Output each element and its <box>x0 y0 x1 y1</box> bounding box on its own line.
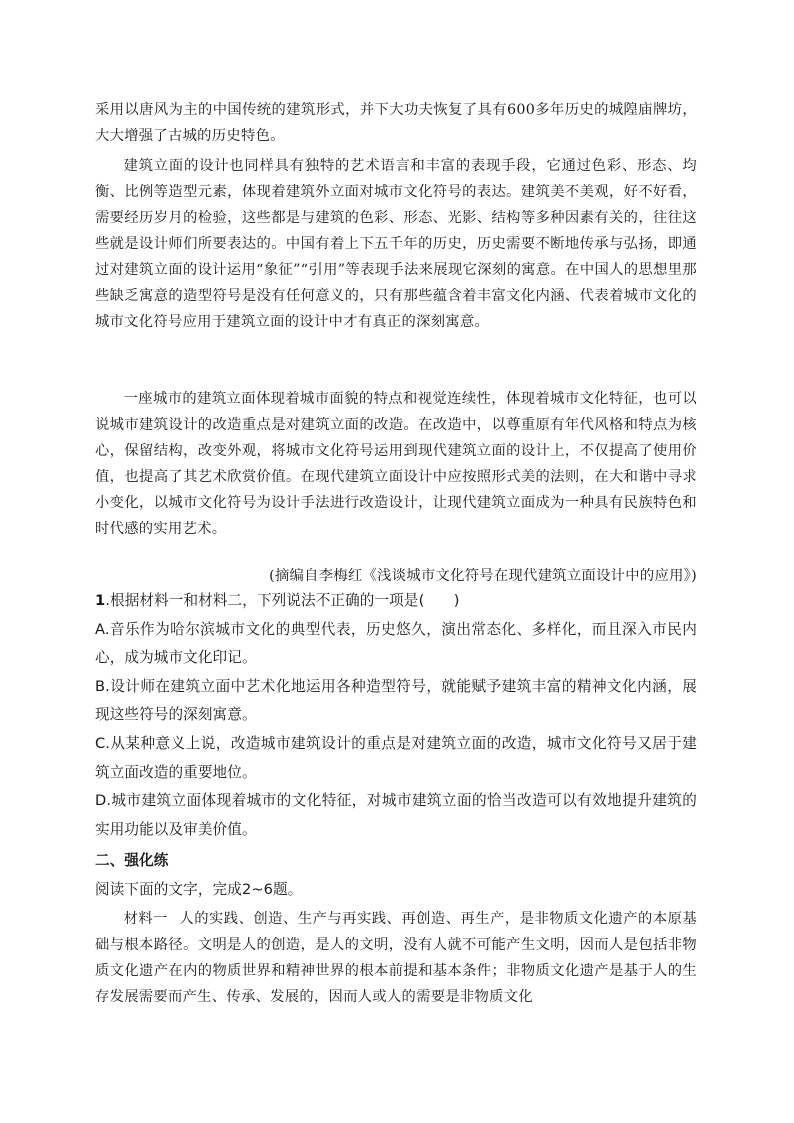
question-1-option-a: A.音乐作为哈尔滨城市文化的典型代表，历史悠久，演出常态化、多样化，而且深入市民内心，成为城市文化印记。 <box>95 620 697 667</box>
passage-source-citation: (摘编自李梅红《浅谈城市文化符号在现代建筑立面设计中的应用》) <box>269 568 697 584</box>
passage-paragraph-continued: 采用以唐风为主的中国传统的建筑形式，并下大功夫恢复了具有600多年历史的城隍庙牌坊，大大增强了古城的历史特色。 <box>95 102 697 144</box>
material-1-text: 人的实践、创造、生产与再实践、再创造、再生产，是非物质文化遗产的本原基础与根本路径。文明是人的创造，是人的文明，没有人就不可能产生文明，因而人是包括非物质文化遗产在内的物质世界和精神世界的根本前提和基本条件；非物质文化遗产是基于人的生存发展需要而产生、传承、发展的，因而人或人的需要是非物质文化 <box>95 911 697 1005</box>
question-1-option-d: D.城市建筑立面体现着城市的文化特征，对城市建筑立面的恰当改造可以有效地提升建筑的实用功能以及审美价值。 <box>95 792 697 838</box>
section-heading: 二、强化练 <box>95 852 169 869</box>
question-1-number: 1 <box>95 592 106 609</box>
question-1-option-b: B.设计师在建筑立面中艺术化地运用各种造型符号，就能赋予建筑丰富的精神文化内涵，展现这些符号的深刻寓意。 <box>95 677 697 724</box>
passage-paragraph-city-facade: 一座城市的建筑立面体现着城市面貌的特点和视觉连续性，体现着城市文化特征，也可以说城市建筑设计的改造重点是对建筑立面的改造。在改造中，以尊重原有年代风格和特点为核心，保留结构，改变外观，将城市文化符号运用到现代建筑立面的设计上，不仅提高了使用价值，也提高了其艺术欣赏价值。在现代建筑立面设计中应按照形式美的法则，在大和谐中寻求小变化，以城市文化符号为设计手法进行改造设计，让现代建筑立面成为一种具有民族特色和时代感的实用艺术。 <box>95 391 697 537</box>
question-1-option-c: C.从某种意义上说，改造城市建筑设计的重点是对建筑立面的改造，城市文化符号又居于建筑立面改造的重要地位。 <box>95 734 697 781</box>
question-1-stem-text: .根据材料一和材料二，下列说法不正确的一项是( ) <box>105 592 460 609</box>
material-1-label: 材料一 <box>123 911 168 927</box>
passage-paragraph-facade-design: 建筑立面的设计也同样具有独特的艺术语言和丰富的表现手段，它通过色彩、形态、均衡、比例等造型元素，体现着建筑外立面对城市文化符号的表达。建筑美不美观，好不好看，需要经历岁月的检验，这些都是与建筑的色彩、形态、光影、结构等多种因素有关的，往往这些就是设计师们所要表达的。中国有着上下五千年的历史，历史需要不断地传承与弘扬，即通过对建筑立面的设计运用“象征”“引用”等表现手法来展现它深刻的寓意。在中国人的思想里那些缺乏寓意的造型符号是没有任何意义的，只有那些蕴含着丰富文化内涵、代表着城市文化的城市文化符号应用于建筑立面的设计中才有真正的深刻寓意。 <box>95 158 697 330</box>
section-instruction: 阅读下面的文字，完成2~6题。 <box>95 881 303 898</box>
question-1-stem <box>95 587 697 616</box>
material-1-paragraph <box>95 906 697 1010</box>
question-1 <box>95 587 697 844</box>
